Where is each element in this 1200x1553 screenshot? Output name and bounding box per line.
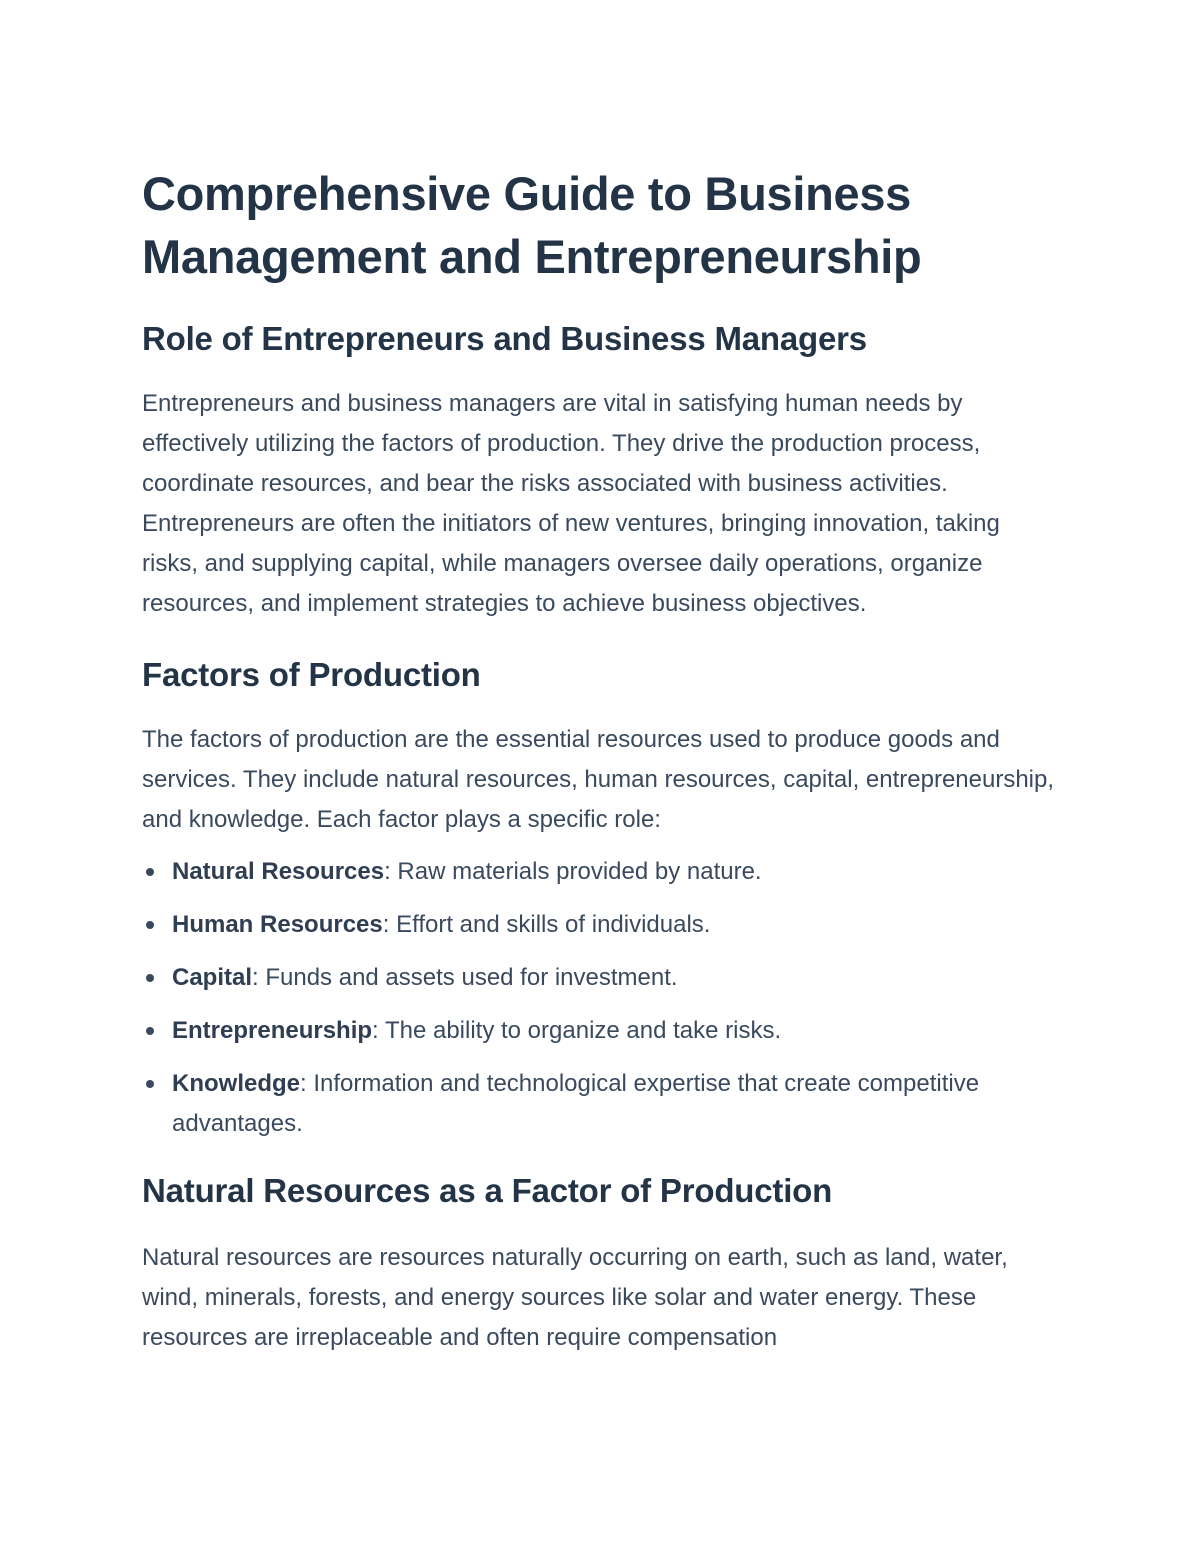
bullet-icon [146, 1080, 154, 1088]
section-heading-natural-resources: Natural Resources as a Factor of Production [142, 1172, 833, 1209]
list-item-term: Human Resources [172, 911, 383, 938]
list-item-desc: : The ability to organize and take risks. [372, 1017, 782, 1044]
section-paragraph-roles: Entrepreneurs and business managers are vital in satisfying human needs by effectively utilizing the factors of production. They drive the production process, coordinate resources, and bear the risks associated with business activities. Entrepreneurs are often the initiators of new ventures, bringing innovation, taking risks, and supplying capital, while managers oversee daily operations, organize resources, and implement strategies to achieve business objectives. [142, 390, 1000, 617]
bullet-icon [146, 1027, 154, 1035]
list-item [142, 905, 1060, 945]
bullet-icon [146, 868, 154, 876]
document-title: Comprehensive Guide to Business Management and Entrepreneurship [142, 167, 922, 283]
bullet-icon [146, 974, 154, 982]
section-paragraph-natural-resources: Natural resources are resources naturally occurring on earth, such as land, water, wind, minerals, forests, and energy sources like solar and water energy. These resources are irreplaceable and often require compensation [142, 1244, 1008, 1351]
list-item-desc: : Raw materials provided by nature. [384, 858, 762, 885]
list-item [142, 1011, 1060, 1051]
list-item-desc: : Information and technological expertise that create competitive advantages. [172, 1070, 980, 1137]
section-heading-roles: Role of Entrepreneurs and Business Managers [142, 320, 867, 357]
bullet-icon [146, 921, 154, 929]
list-item-term: Knowledge [172, 1070, 301, 1097]
list-item [142, 852, 1060, 892]
section-heading-factors: Factors of Production [142, 656, 481, 693]
section-paragraph-factors: The factors of production are the essential resources used to produce goods and services. They include natural resources, human resources, capital, entrepreneurship, and knowledge. Each factor plays a specific role: [142, 726, 1055, 833]
document-page [142, 162, 1060, 1358]
list-item-term: Capital [172, 964, 253, 991]
list-item-term: Entrepreneurship [172, 1017, 373, 1044]
list-item [142, 1064, 1060, 1144]
list-item [142, 958, 1060, 998]
factors-list [142, 852, 1060, 1144]
list-item-term: Natural Resources [172, 858, 385, 885]
list-item-desc: : Effort and skills of individuals. [382, 911, 711, 938]
list-item-desc: : Funds and assets used for investment. [252, 964, 678, 991]
